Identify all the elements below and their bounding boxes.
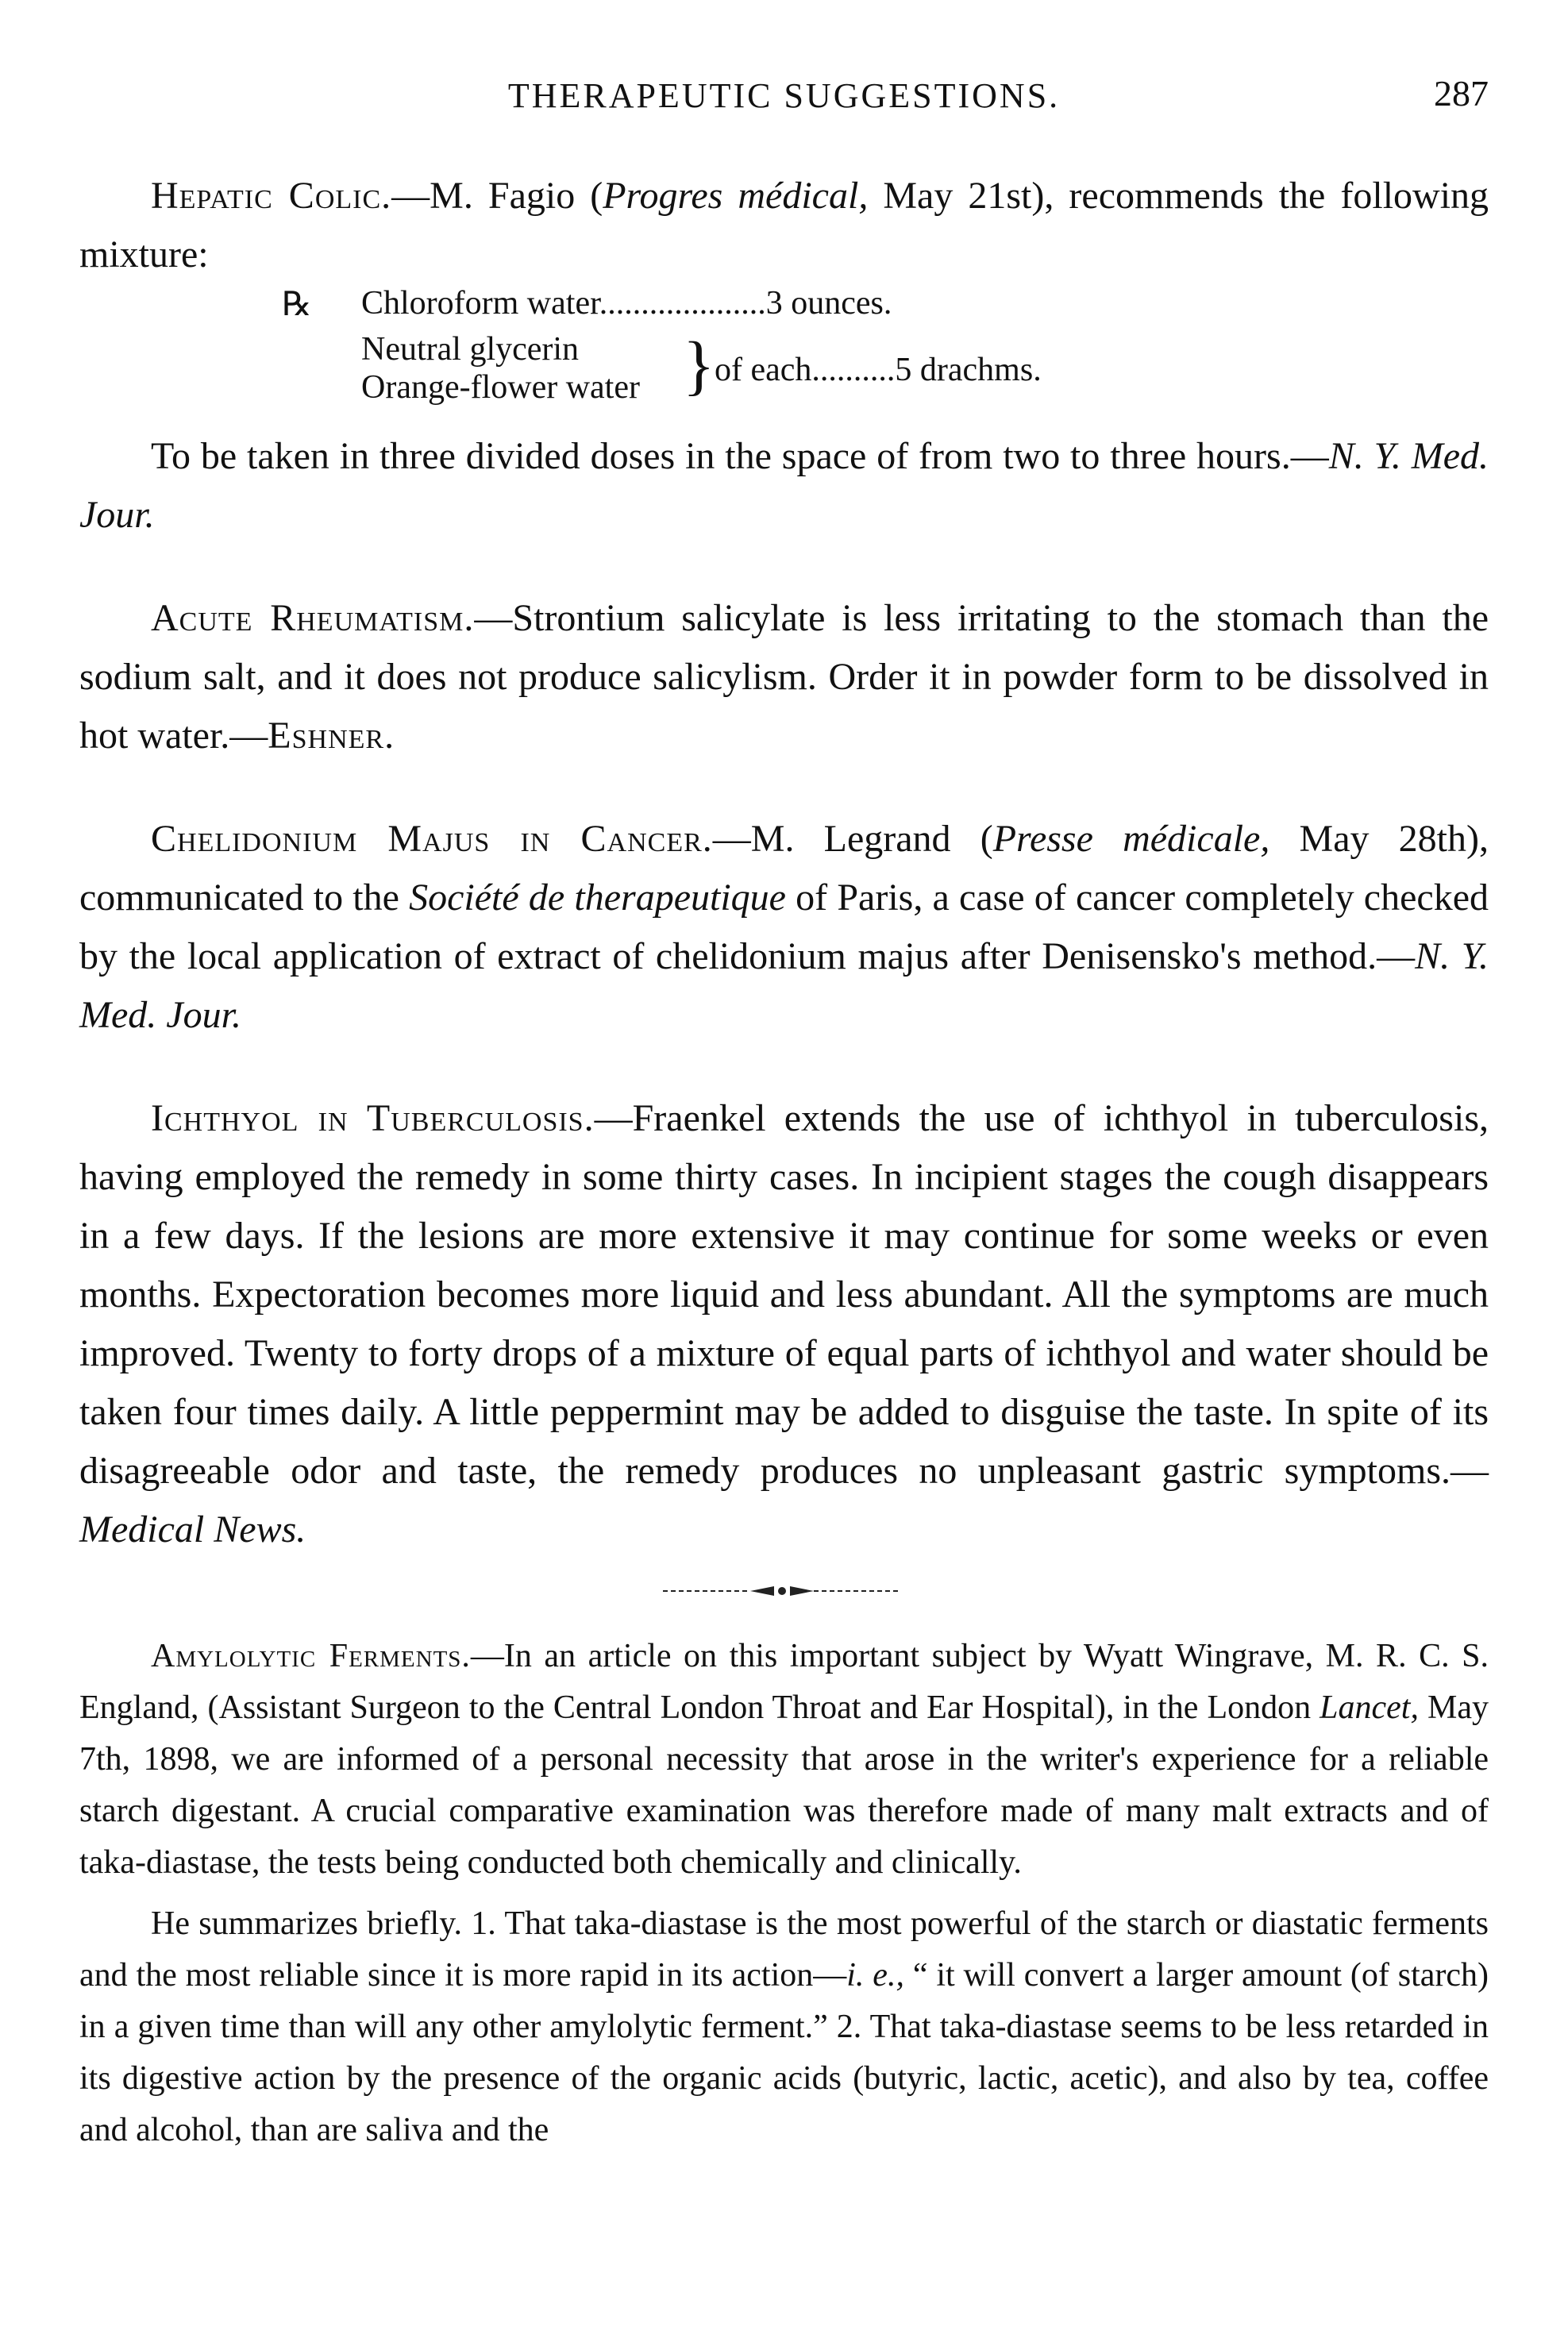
chelidonium-text-b: May 28th), communicated to the <box>79 818 1489 919</box>
ichthyol-citation: Medical News. <box>79 1508 306 1551</box>
page <box>79 0 1489 2350</box>
chelidonium-source: Presse médicale, <box>992 818 1270 860</box>
amylolytic-text-b: May 7th, 1898, we are informed of a personal necessity that arose in the writer's experience for a reliable starch digestant. A crucial comparative examination was therefore made of many malt extracts and of taka-diastase, the tests being conducted both chemically and clinically. <box>79 1689 1489 1881</box>
chelidonium-citation: N. Y. Med. Jour. <box>79 935 1489 1036</box>
amylolytic-source: Lancet, <box>1320 1689 1419 1726</box>
amylolytic-paragraph <box>79 1631 1489 1889</box>
rheumatism-author: Eshner. <box>268 715 395 757</box>
ichthyol-paragraph <box>79 1089 1489 1559</box>
ichthyol-heading: Ichthyol in Tuberculosis. <box>151 1097 595 1139</box>
ornament-divider-icon <box>663 1583 901 1599</box>
ichthyol-text: —Fraenkel extends the use of ichthyol in tuberculosis, having employed the remedy in some thirty cases. In incipient stages the cough disappears in a few days. If the lesions are more extensive it may continue for some weeks or even months. Expectoration becomes more liquid and less abundant. All the symptoms are much improved. Twenty to forty drops of a mixture of equal parts of ichthyol and water should be taken four times daily. A little peppermint may be added to disguise the taste. In spite of its disagreeable odor and taste, the remedy produces no unpleasant gastric symptoms.— <box>79 1097 1489 1492</box>
rx-line-each: of each..........5 drachms. <box>715 352 1042 388</box>
hepatic-text-b: May 21st), recommends the following mixture: <box>79 175 1489 275</box>
hepatic-text-a: —M. Fagio ( <box>391 175 603 217</box>
hepatic-colic-paragraph <box>79 167 1489 284</box>
chelidonium-text-c: of Paris, a case of cancer completely checked by the local application of extract of chelidonium majus after Denisensko's method.— <box>79 876 1489 977</box>
hepatic-citation: N. Y. Med. Jour. <box>79 435 1489 536</box>
rx-line-chloroform: Chloroform water....................3 ounces. <box>361 285 892 322</box>
acute-rheumatism-paragraph <box>79 589 1489 765</box>
rx-grouped-ingredients <box>361 330 640 406</box>
summary-ie: i. e., <box>846 1957 904 1994</box>
section-divider <box>79 1559 1489 1631</box>
chelidonium-paragraph <box>79 810 1489 1045</box>
rx-symbol: ℞ <box>282 287 312 323</box>
running-title: THERAPEUTIC SUGGESTIONS. <box>507 76 1061 115</box>
amylolytic-summary <box>79 1898 1489 2156</box>
prescription <box>79 284 1489 427</box>
hepatic-colic-heading: Hepatic Colic. <box>151 175 392 217</box>
running-head <box>79 75 1489 123</box>
rheumatism-text: —Strontium salicylate is less irritating to the stomach than the sodium salt, and it does not produce salicylism. Order it in powder form to be dissolved in hot water.— <box>79 597 1489 757</box>
body-text <box>79 167 1489 2156</box>
rx-ingredient-glycerin: Neutral glycerin <box>361 331 580 368</box>
amylolytic-heading: Amylolytic Ferments. <box>151 1638 471 1674</box>
hepatic-source: Progres médical, <box>603 175 869 217</box>
amylolytic-section <box>79 1631 1489 2156</box>
rx-brace: } <box>683 329 715 403</box>
chelidonium-text-a: —M. Legrand ( <box>712 818 993 860</box>
rx-ingredient-orange-flower: Orange-flower water <box>361 369 640 406</box>
acute-rheumatism-heading: Acute Rheumatism. <box>151 597 475 639</box>
summary-text-b: “ it will convert a larger amount (of starch) in a given time than will any other amylolytic ferment.” 2. That taka-diastase seems to be less retarded in its digestive action by the presence of the organic acids (butyric, lactic, acetic), and also by tea, coffee and alcohol, than are saliva and the <box>79 1957 1489 2148</box>
hepatic-directions <box>79 427 1489 545</box>
chelidonium-society: Société de therapeutique <box>409 876 786 919</box>
chelidonium-heading: Chelidonium Majus in Cancer. <box>151 818 713 860</box>
amylolytic-text-a: —In an article on this important subject by Wyatt Wingrave, M. R. C. S. England, (Assistant Surgeon to the Central London Throat and Ear Hospital), in the London <box>79 1638 1489 1726</box>
hepatic-direction-text: To be taken in three divided doses in the space of from two to three hours.— <box>151 435 1329 477</box>
summary-text-a: He summarizes briefly. 1. That taka-diastase is the most powerful of the starch or diastatic ferments and the most reliable since it is more rapid in its action— <box>79 1905 1489 1994</box>
page-number: 287 <box>1434 73 1489 114</box>
